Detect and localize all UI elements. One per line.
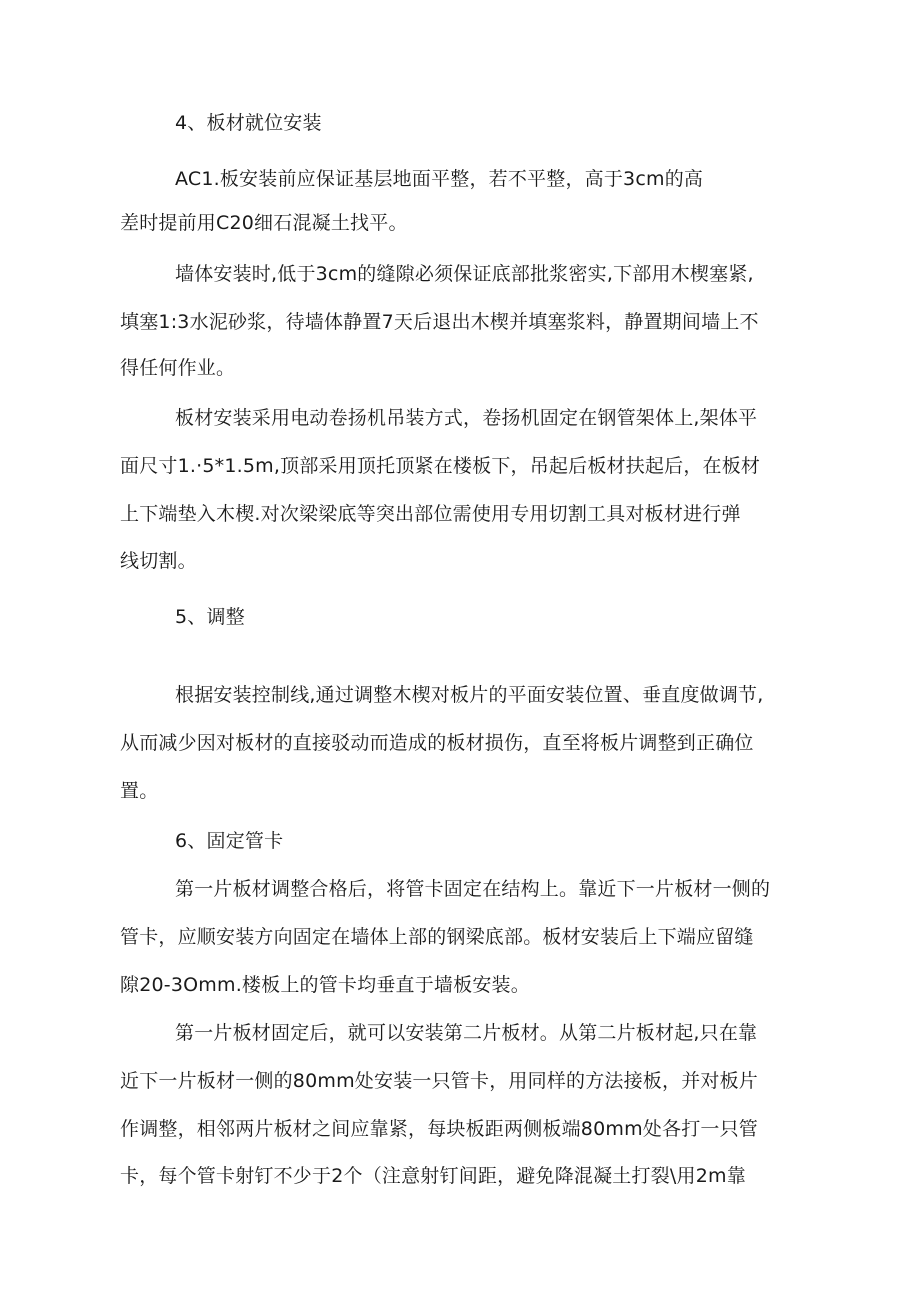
heading-step-4: 4、板材就位安装 (175, 112, 322, 134)
paragraph-line: 管卡，应顺安装方向固定在墙体上部的钢梁底部。板材安装后上下端应留缝 (120, 926, 754, 948)
paragraph-line: AC1.板安装前应保证基层地面平整，若不平整，高于3cm的高 (175, 168, 704, 190)
paragraph-line: 线切割。 (120, 550, 197, 572)
paragraph-line: 第一片板材固定后，就可以安装第二片板材。从第二片板材起,只在靠 (175, 1022, 758, 1044)
paragraph-line: 卡，每个管卡射钉不少于2个（注意射钉间距，避免降混凝土打裂\用2m靠 (120, 1165, 746, 1187)
paragraph-line: 隙20-3Omm.楼板上的管卡均垂直于墙板安装。 (120, 974, 530, 996)
paragraph-line: 上下端垫入木楔.对次梁梁底等突出部位需使用专用切割工具对板材进行弹 (120, 503, 741, 525)
paragraph-line: 填塞1:3水泥砂浆，待墙体静置7天后退出木楔并填塞浆料，静置期间墙上不 (120, 311, 759, 333)
paragraph-line: 第一片板材调整合格后，将管卡固定在结构上。靠近下一片板材一侧的 (175, 878, 771, 900)
paragraph-line: 作调整，相邻两片板材之间应靠紧，每块板距两侧板端80mm处各打一只管 (120, 1118, 758, 1140)
heading-step-6: 6、固定管卡 (175, 830, 284, 852)
paragraph-line: 面尺寸1.·5*1.5m,顶部采用顶托顶紧在楼板下，吊起后板材扶起后，在板材 (120, 455, 761, 477)
paragraph-line: 置。 (120, 780, 159, 802)
paragraph-line: 从而减少因对板材的直接驳动而造成的板材损伤，直至将板片调整到正确位 (120, 732, 754, 754)
paragraph-line: 得任何作业。 (120, 357, 236, 379)
paragraph-line: 近下一片板材一侧的80mm处安装一只管卡，用同样的方法接板，并对板片 (120, 1070, 758, 1092)
paragraph-line: 根据安装控制线,通过调整木楔对板片的平面安装位置、垂直度做调节, (175, 684, 764, 706)
paragraph-line: 墙体安装时,低于3cm的缝隙必须保证底部批浆密实,下部用木楔塞紧, (175, 263, 754, 285)
heading-step-5: 5、调整 (175, 606, 245, 628)
paragraph-line: 差时提前用C20细石混凝土找平。 (120, 212, 408, 234)
paragraph-line: 板材安装采用电动卷扬机吊装方式，卷扬机固定在钢管架体上,架体平 (175, 407, 758, 429)
